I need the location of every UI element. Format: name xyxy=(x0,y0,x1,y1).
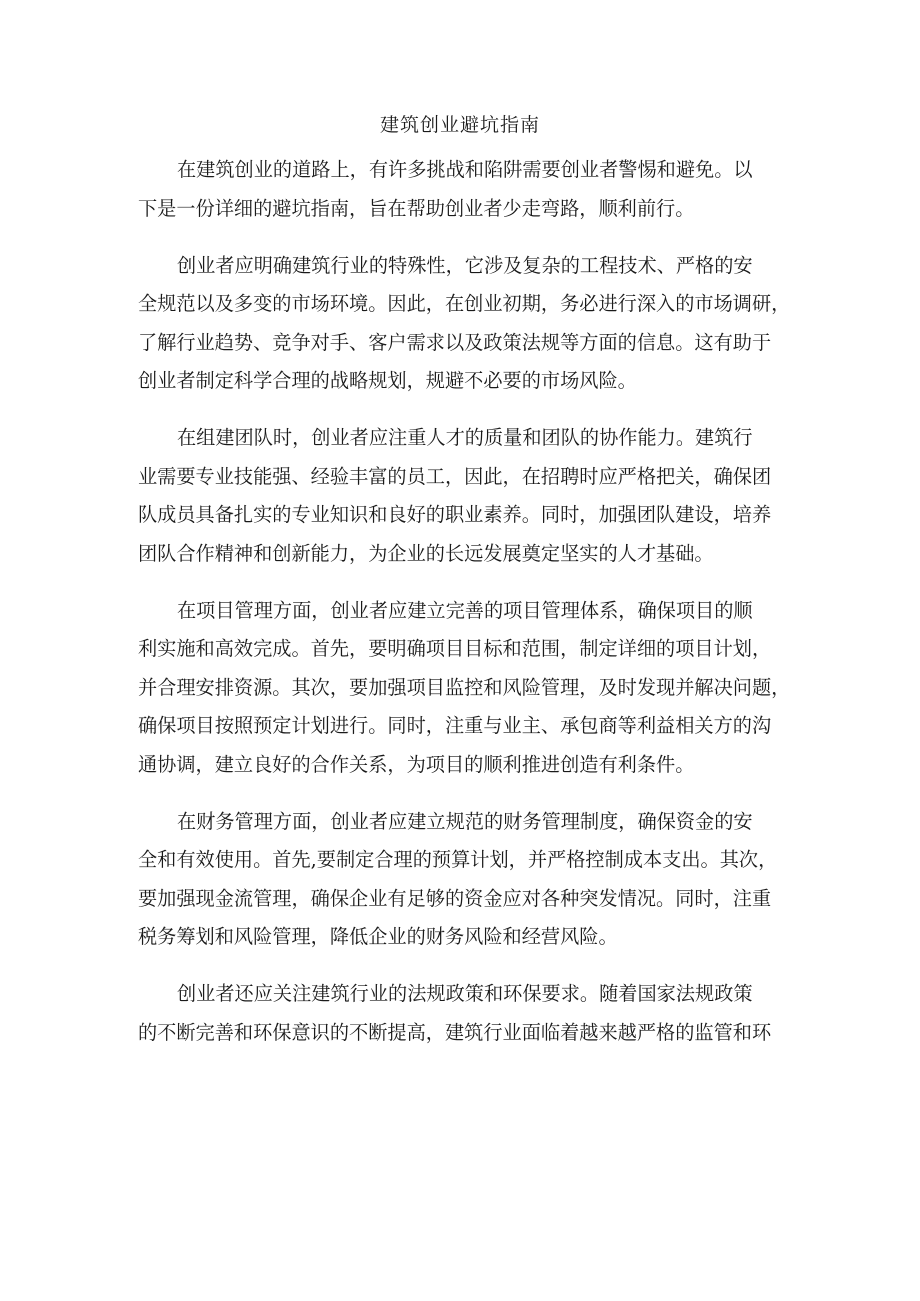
paragraph-line: 全规范以及多变的市场环境。因此，在创业初期，务必进行深入的市场调研， xyxy=(138,292,791,315)
paragraph-finance xyxy=(138,803,790,957)
paragraph-project xyxy=(138,592,790,785)
document-title: 建筑创业避坑指南 xyxy=(379,114,540,136)
document-body xyxy=(138,151,790,1071)
paragraph-line: 了解行业趋势、竞争对手、客户需求以及政策法规等方面的信息。这有助于 xyxy=(138,330,772,354)
paragraph-industry xyxy=(138,247,790,401)
paragraph-line: 税务筹划和风险管理，降低企业的财务风险和经营风险。 xyxy=(138,925,618,948)
paragraph-line: 团队合作精神和创新能力，为企业的长远发展奠定坚实的人才基础。 xyxy=(138,541,714,565)
paragraph-line: 在财务管理方面，创业者应建立规范的财务管理制度，确保资金的安 xyxy=(177,809,753,833)
paragraph-regulation xyxy=(138,975,790,1052)
paragraph-line: 下是一份详细的避坑指南，旨在帮助创业者少走弯路，顺利前行。 xyxy=(138,196,695,220)
paragraph-line: 队成员具备扎实的专业知识和良好的职业素养。同时，加强团队建设，培养 xyxy=(138,503,772,526)
paragraph-line: 创业者还应关注建筑行业的法规政策和环保要求。随着国家法规政策 xyxy=(177,982,753,1005)
paragraph-line: 在建筑创业的道路上，有许多挑战和陷阱需要创业者警惕和避免。以 xyxy=(177,158,753,181)
paragraph-team xyxy=(138,419,790,573)
paragraph-line: 并合理安排资源。其次，要加强项目监控和风险管理，及时发现并解决问题， xyxy=(138,675,791,699)
paragraph-line: 确保项目按照预定计划进行。同时，注重与业主、承包商等利益相关方的沟 xyxy=(138,714,772,737)
paragraph-line: 在组建团队时，创业者应注重人才的质量和团队的协作能力。建筑行 xyxy=(177,426,753,449)
paragraph-line: 要加强现金流管理，确保企业有足够的资金应对各种突发情况。同时，注重 xyxy=(138,886,772,910)
paragraph-line: 业需要专业技能强、经验丰富的员工，因此，在招聘时应严格把关，确保团 xyxy=(138,464,772,488)
paragraph-line: 在项目管理方面，创业者应建立完善的项目管理体系，确保项目的顺 xyxy=(177,598,753,622)
paragraph-line: 创业者应明确建筑行业的特殊性，它涉及复杂的工程技术、严格的安 xyxy=(177,253,753,277)
paragraph-intro xyxy=(138,151,790,228)
paragraph-line: 创业者制定科学合理的战略规划，规避不必要的市场风险。 xyxy=(138,369,637,392)
paragraph-line: 利实施和高效完成。首先，要明确项目目标和范围，制定详细的项目计划， xyxy=(138,637,772,660)
paragraph-line: 通协调，建立良好的合作关系，为项目的顺利推进创造有利条件。 xyxy=(138,752,695,776)
paragraph-line: 的不断完善和环保意识的不断提高，建筑行业面临着越来越严格的监管和环 xyxy=(138,1020,772,1044)
paragraph-line: 全和有效使用。首先,要制定合理的预算计划，并严格控制成本支出。其次， xyxy=(138,848,778,871)
